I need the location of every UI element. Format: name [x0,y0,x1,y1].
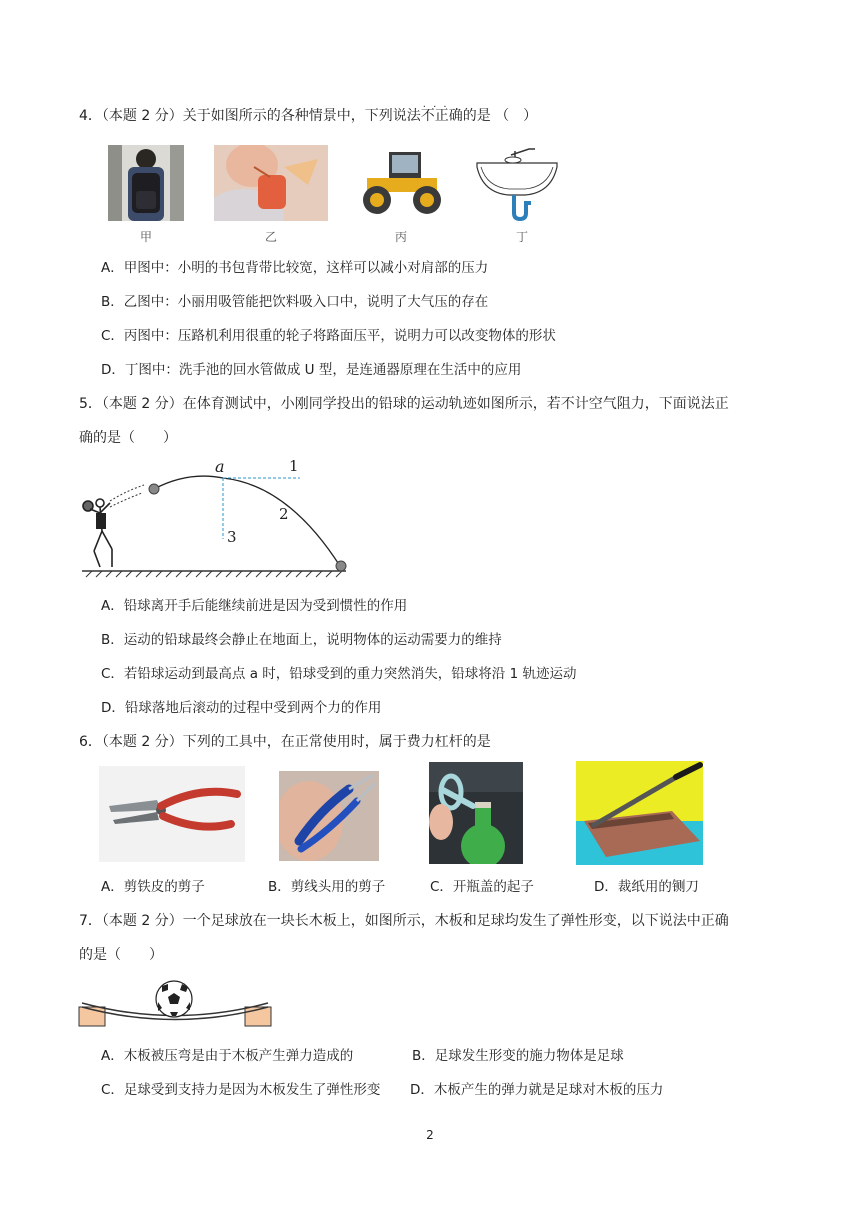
q4-option-c: C．丙图中：压路机利用很重的轮子将路面压平，说明力可以改变物体的形状 [101,328,556,344]
caption-jia: 甲 [139,230,152,244]
football-on-board-figure [78,978,272,1028]
caption-bing: 丙 [394,230,407,244]
q5-option-d: D．铅球落地后滚动的过程中受到两个力的作用 [101,700,382,716]
backpack-photo [108,145,184,221]
q7-option-a: A．木板被压弯是由于木板产生弹力造成的 [101,1048,354,1064]
q5-option-a: A．铅球离开手后能继续前进是因为受到惯性的作用 [101,598,408,614]
page-number: 2 [426,1128,434,1142]
q7-stem-line2: 的是（ ） [79,947,163,963]
caption-yi: 乙 [264,230,277,244]
q7-option-d: D．木板产生的弹力就是足球对木板的压力 [410,1082,664,1098]
shot-put-trajectory-figure [78,455,350,579]
bottle-opener-photo [429,762,523,864]
paper-cutter-photo [576,761,703,865]
q4-stem-a: 4．（本题 2 分）关于如图所示的各种情景中，下列说法 [79,108,421,124]
q4-stem [79,106,537,126]
label-path-2: 2 [279,505,289,523]
q5-stem-line2: 确的是（ ） [79,430,177,446]
sink-u-trap-drawing [473,143,561,225]
q7-stem-line1: 7．（本题 2 分）一个足球放在一块长木板上，如图所示，木板和足球均发生了弹性形变，以下说法中正确 [79,913,729,929]
q6-option-b: B．剪线头用的剪子 [268,879,386,895]
q6-option-a: A．剪铁皮的剪子 [101,879,205,895]
label-path-3: 3 [227,528,237,546]
q4-stem-emph: 不正确 · · · [421,108,463,124]
caption-ding: 丁 [515,230,528,244]
road-roller-photo [353,148,449,218]
q6-stem: 6．（本题 2 分）下列的工具中，在正常使用时，属于费力杠杆的是 [79,734,491,750]
q7-option-b: B．足球发生形变的施力物体是足球 [412,1048,624,1064]
q6-option-d: D．裁纸用的铡刀 [594,879,699,895]
label-path-1: 1 [289,457,299,475]
straw-drink-photo [214,145,328,221]
q5-stem-line1: 5．（本题 2 分）在体育测试中，小刚同学投出的铅球的运动轨迹如图所示，若不计空气阻力，下面说法正 [79,396,729,412]
q7-option-c: C．足球受到支持力是因为木板发生了弹性形变 [101,1082,381,1098]
q4-stem-b: 的是 （ ） [462,108,538,124]
q4-option-b: B．乙图中：小丽用吸管能把饮料吸入口中，说明了大气压的存在 [101,294,489,310]
thread-snips-photo [279,771,379,861]
q4-option-a: A．甲图中：小明的书包背带比较宽，这样可以减小对肩部的压力 [101,260,489,276]
tin-snips-photo [99,766,245,862]
q6-option-c: C．开瓶盖的起子 [430,879,534,895]
q5-option-b: B．运动的铅球最终会静止在地面上，说明物体的运动需要力的维持 [101,632,502,648]
q5-option-c: C．若铅球运动到最高点 a 时，铅球受到的重力突然消失，铅球将沿 1 轨迹运动 [101,666,577,682]
label-point-a: a [215,457,225,476]
q4-option-d: D．丁图中：洗手池的回水管做成 U 型，是连通器原理在生活中的应用 [101,362,522,378]
